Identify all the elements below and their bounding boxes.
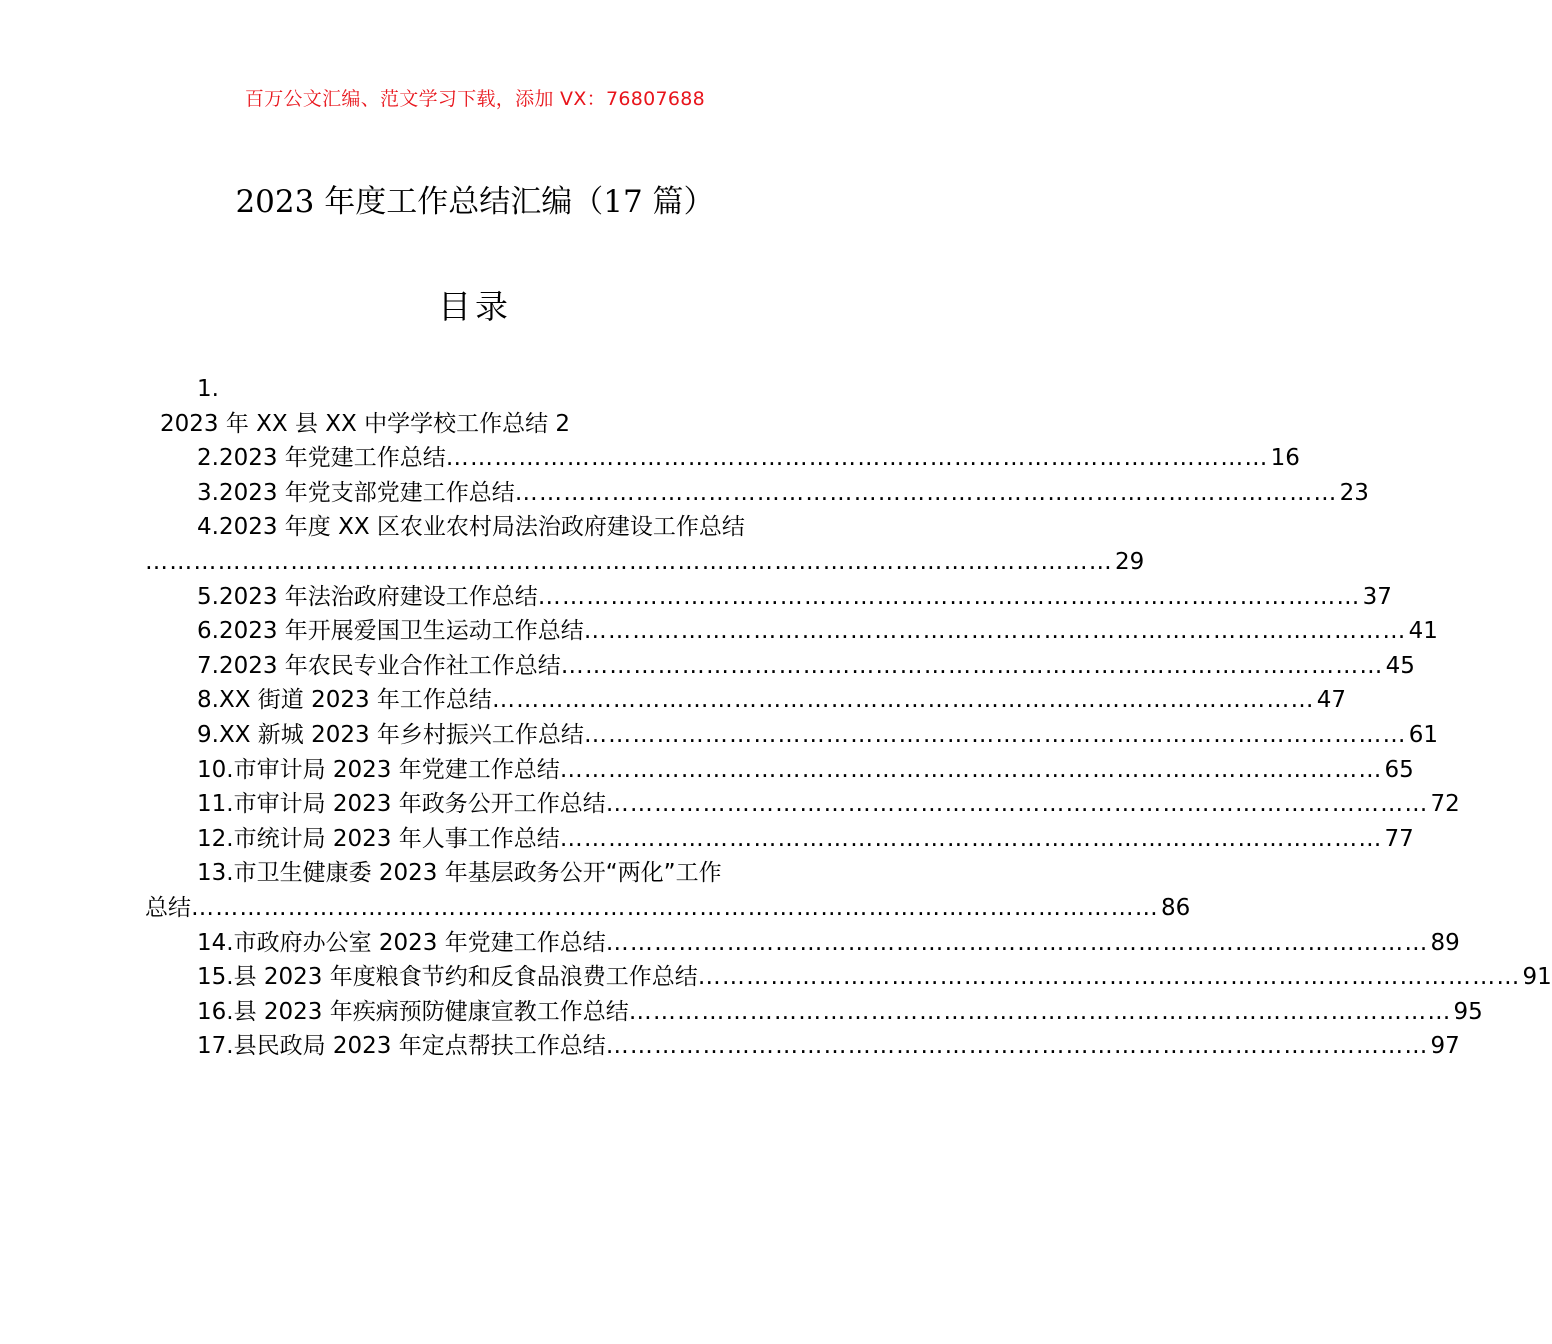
toc-item-title: 13.市卫生健康委 2023 年基层政务公开“两化”工作 xyxy=(197,860,722,887)
toc-leader: ………………………………………………………………………………………… xyxy=(537,583,1361,610)
toc-item-page: 77 xyxy=(1384,825,1414,852)
toc-item-page: 91 xyxy=(1522,964,1552,991)
toc-item-1-number[interactable]: 1. xyxy=(197,376,219,402)
toc-item-title: 4.2023 年度 XX 区农业农村局法治政府建设工作总结 xyxy=(197,514,745,541)
toc-item-title: 2.2023 年党建工作总结 xyxy=(197,445,446,472)
toc-item-page: 16 xyxy=(1270,445,1300,472)
toc-item[interactable] xyxy=(145,649,1415,684)
toc-leader: ………………………………………………………………………………………… xyxy=(605,929,1429,956)
title-text: 年度工作总结汇编（ xyxy=(314,184,604,220)
toc-item[interactable] xyxy=(145,614,1438,649)
toc-item-page: 89 xyxy=(1430,929,1460,956)
toc-item-page: 65 xyxy=(1384,756,1414,783)
toc-item-1-title[interactable]: 2023 年 XX 县 XX 中学学校工作总结 2 xyxy=(160,410,571,437)
toc-item-title-cont: 总结 xyxy=(145,894,191,921)
toc-leader: ………………………………………………………………………………………… xyxy=(697,964,1521,991)
toc-item[interactable] xyxy=(145,995,1483,1030)
toc-item-page: 37 xyxy=(1362,583,1392,610)
toc-item-title: 6.2023 年开展爱国卫生运动工作总结 xyxy=(197,618,584,645)
toc-item[interactable] xyxy=(145,787,1460,822)
toc-item-title: 11.市审计局 2023 年政务公开工作总结 xyxy=(197,791,606,818)
toc-item[interactable] xyxy=(145,718,1439,753)
toc-item-title: 17.县民政局 2023 年定点帮扶工作总结 xyxy=(197,1033,606,1060)
toc-leader: ………………………………………………………………………………………… xyxy=(559,825,1383,852)
toc-item[interactable] xyxy=(145,926,1460,961)
toc-item-page: 45 xyxy=(1385,652,1415,679)
toc-leader: ………………………………………………………………………………………………………… xyxy=(145,548,1113,575)
toc-item-title: 9.XX 新城 2023 年乡村振兴工作总结 xyxy=(197,721,584,748)
toc-leader: ………………………………………………………………………………………… xyxy=(491,687,1315,714)
toc-item-page: 61 xyxy=(1408,721,1439,748)
toc-leader: ………………………………………………………………………………………… xyxy=(628,998,1452,1025)
toc-leader: ………………………………………………………………………………………… xyxy=(605,1033,1429,1060)
toc-item-continuation[interactable] xyxy=(145,891,1191,926)
watermark-banner: 百万公文汇编、范文学习下载，添加 VX：76807688 xyxy=(244,88,706,110)
toc-item-title: 8.XX 街道 2023 年工作总结 xyxy=(197,687,492,714)
toc-leader: ………………………………………………………………………………………… xyxy=(445,445,1269,472)
toc-leader: ………………………………………………………………………………………………………… xyxy=(191,894,1159,921)
toc-item-page: 23 xyxy=(1339,479,1369,506)
toc-item-page: 97 xyxy=(1430,1033,1460,1060)
toc-item-title: 14.市政府办公室 2023 年党建工作总结 xyxy=(197,929,606,956)
toc-item-title: 16.县 2023 年疾病预防健康宣教工作总结 xyxy=(197,998,629,1025)
toc-item[interactable] xyxy=(145,580,1392,615)
toc-item-page: 72 xyxy=(1430,791,1460,818)
toc-item-page: 86 xyxy=(1161,894,1191,921)
toc-leader: ………………………………………………………………………………………… xyxy=(514,479,1338,506)
document-title xyxy=(0,180,950,224)
toc-item-continuation[interactable] xyxy=(145,545,1145,580)
toc-item-page: 95 xyxy=(1453,998,1483,1025)
toc-item[interactable] xyxy=(145,441,1300,476)
toc-leader: ………………………………………………………………………………………… xyxy=(583,721,1407,748)
toc-item-title: 12.市统计局 2023 年人事工作总结 xyxy=(197,825,560,852)
toc-item-title: 7.2023 年农民专业合作社工作总结 xyxy=(197,652,561,679)
toc-item-page: 47 xyxy=(1316,687,1347,714)
table-of-contents xyxy=(145,372,1552,1064)
toc-leader: ………………………………………………………………………………………… xyxy=(559,756,1383,783)
toc-leader: ………………………………………………………………………………………… xyxy=(605,791,1429,818)
toc-item[interactable] xyxy=(145,960,1552,995)
toc-item-page: 41 xyxy=(1408,618,1438,645)
toc-item-title: 10.市审计局 2023 年党建工作总结 xyxy=(197,756,560,783)
title-suffix: 篇） xyxy=(642,184,715,220)
toc-heading: 目录 xyxy=(438,287,512,326)
toc-item-title: 5.2023 年法治政府建设工作总结 xyxy=(197,583,538,610)
toc-leader: ………………………………………………………………………………………… xyxy=(583,618,1407,645)
toc-item-title: 15.县 2023 年度粮食节约和反食品浪费工作总结 xyxy=(197,964,698,991)
title-year: 2023 xyxy=(235,184,315,220)
toc-item[interactable] xyxy=(145,1029,1460,1064)
toc-item[interactable] xyxy=(145,822,1414,857)
toc-leader: ………………………………………………………………………………………… xyxy=(560,652,1384,679)
toc-item[interactable] xyxy=(145,856,805,891)
toc-item[interactable] xyxy=(145,753,1414,788)
toc-item[interactable] xyxy=(145,683,1347,718)
toc-item-title: 3.2023 年党支部党建工作总结 xyxy=(197,479,515,506)
toc-item[interactable] xyxy=(145,476,1369,511)
toc-item-page: 29 xyxy=(1115,548,1145,575)
title-count: 17 xyxy=(603,184,643,220)
toc-item[interactable] xyxy=(145,510,805,545)
